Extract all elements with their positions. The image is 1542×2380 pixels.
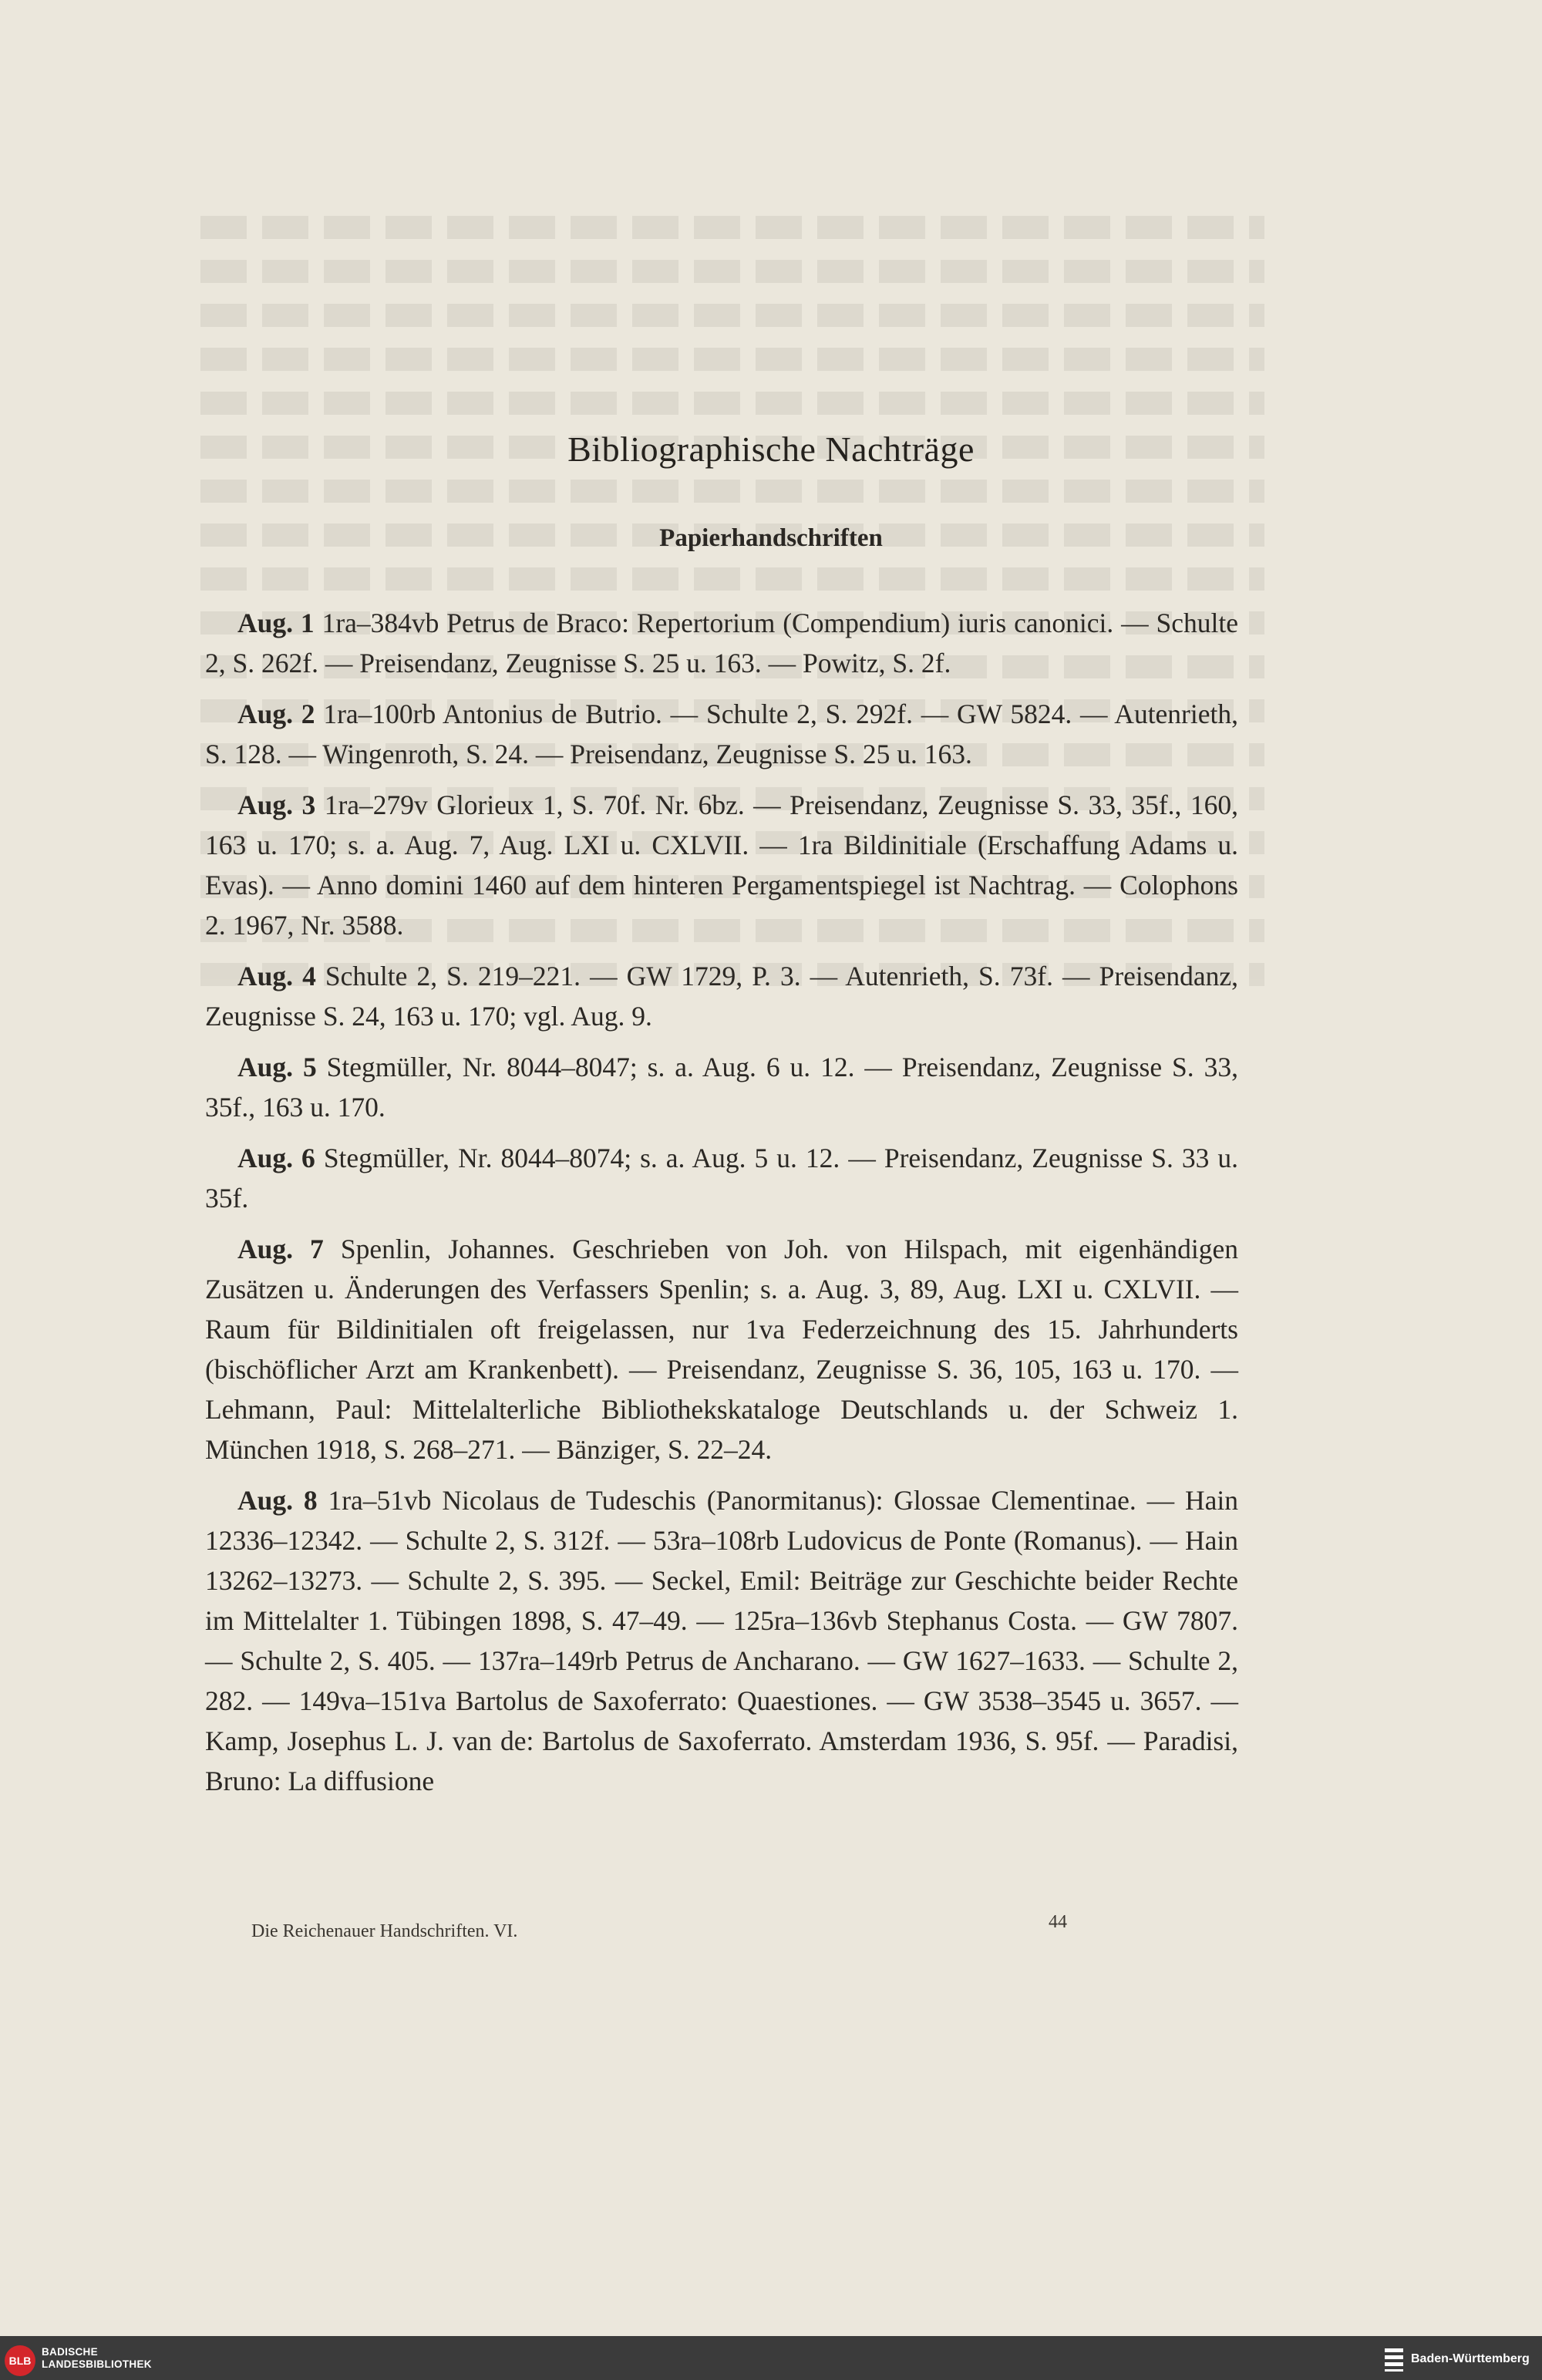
- entry-label: Aug. 3: [237, 789, 316, 820]
- library-name[interactable]: [42, 2346, 152, 2371]
- library-footer-bar: [0, 2336, 1542, 2380]
- state-name[interactable]: Baden-Württemberg: [1411, 2352, 1530, 2365]
- entry-text: 1ra–384vb Petrus de Braco: Repertorium (Compendium) iuris canonici. — Schulte 2, S. 262f. — Preisendanz, Zeugnisse S. 25 u. 163. — Powitz, S. 2f.: [205, 608, 1245, 678]
- library-name-line2: LANDESBIBLIOTHEK: [42, 2358, 152, 2370]
- entry-label: Aug. 1: [237, 608, 315, 638]
- entry-label: Aug. 5: [237, 1052, 317, 1082]
- entry-aug-4: [205, 956, 1245, 1036]
- entry-label: Aug. 6: [237, 1143, 315, 1173]
- page-title: Bibliographische Nachträge: [567, 429, 975, 469]
- entry-aug-7: [205, 1229, 1245, 1469]
- entry-text: 1ra–100rb Antonius de Butrio. — Schulte 2, S. 292f. — GW 5824. — Autenrieth, S. 128. — Wingenroth, S. 24. — Preisendanz, Zeugnisse S. 25 u. 163.: [205, 699, 1245, 769]
- state-crest-icon: [1383, 2345, 1405, 2373]
- entry-aug-2: [205, 694, 1245, 774]
- entry-label: Aug. 4: [237, 961, 316, 991]
- library-name-line1: BADISCHE: [42, 2346, 98, 2358]
- entry-text: Stegmüller, Nr. 8044–8047; s. a. Aug. 6 u. 12. — Preisendanz, Zeugnisse S. 33, 35f., 163 u. 170.: [205, 1052, 1245, 1123]
- entry-label: Aug. 7: [237, 1234, 324, 1264]
- entry-text: Schulte 2, S. 219–221. — GW 1729, P. 3. — Autenrieth, S. 73f. — Preisendanz, Zeugnisse S. 24, 163 u. 170; vgl. Aug. 9.: [205, 961, 1245, 1032]
- entry-aug-8: [205, 1480, 1245, 1801]
- entry-aug-5: [205, 1047, 1245, 1127]
- signature-line: Die Reichenauer Handschriften. VI.: [251, 1921, 518, 1941]
- blb-logo-icon[interactable]: BLB: [5, 2345, 35, 2376]
- entry-text: Stegmüller, Nr. 8044–8074; s. a. Aug. 5 u. 12. — Preisendanz, Zeugnisse S. 33 u. 35f.: [205, 1143, 1245, 1214]
- entry-aug-3: [205, 785, 1245, 945]
- entry-text: Spenlin, Johannes. Geschrieben von Joh. von Hilspach, mit eigenhändigen Zusätzen u. Änderungen des Verfassers Spenlin; s. a. Aug. 3, 89, Aug. LXI u. CXLVII. — Raum für Bildinitialen oft freigelassen, nur 1va Federzeichnung des 15. Jahrhunderts (bischöflicher Arzt am Krankenbett). — Preisendanz, Zeugnisse S. 36, 105, 163 u. 170. — Lehmann, Paul: Mittelalterliche Bibliothekskataloge Deutschlands u. der Schweiz 1. München 1918, S. 268–271. — Bänziger, S. 22–24.: [205, 1234, 1245, 1465]
- entry-aug-1: [205, 603, 1245, 683]
- entry-aug-6: [205, 1138, 1245, 1218]
- signature-number: 44: [1049, 1912, 1067, 1932]
- section-heading: Papierhandschriften: [659, 524, 883, 552]
- entry-list: [205, 603, 1245, 1812]
- entry-label: Aug. 8: [237, 1485, 318, 1516]
- entry-text: 1ra–51vb Nicolaus de Tudeschis (Panormitanus): Glossae Clementinae. — Hain 12336–12342. — Schulte 2, S. 312f. — 53ra–108rb Ludovicus de Ponte (Romanus). — Hain 13262–13273. — Schulte 2, S. 395. — Seckel, Emil: Beiträge zur Geschichte beider Rechte im Mittelalter 1. Tübingen 1898, S. 47–49. — 125ra–136vb Stephanus Costa. — GW 7807. — Schulte 2, S. 405. — 137ra–149rb Petrus de Ancharano. — GW 1627–1633. — Schulte 2, 282. — 149va–151va Bartolus de Saxoferrato: Quaestiones. — GW 3538–3545 u. 3657. — Kamp, Josephus L. J. van de: Bartolus de Saxoferrato. Amsterdam 1936, S. 95f. — Paradisi, Bruno: La diffusione: [205, 1485, 1245, 1796]
- entry-text: 1ra–279v Glorieux 1, S. 70f. Nr. 6bz. — Preisendanz, Zeugnisse S. 33, 35f., 160, 163 u. 170; s. a. Aug. 7, Aug. LXI u. CXLVII. — 1ra Bildinitiale (Erschaffung Adams u. Evas). — Anno domini 1460 auf dem hinteren Pergamentspiegel ist Nachtrag. — Colophons 2. 1967, Nr. 3588.: [205, 789, 1245, 941]
- entry-label: Aug. 2: [237, 699, 315, 729]
